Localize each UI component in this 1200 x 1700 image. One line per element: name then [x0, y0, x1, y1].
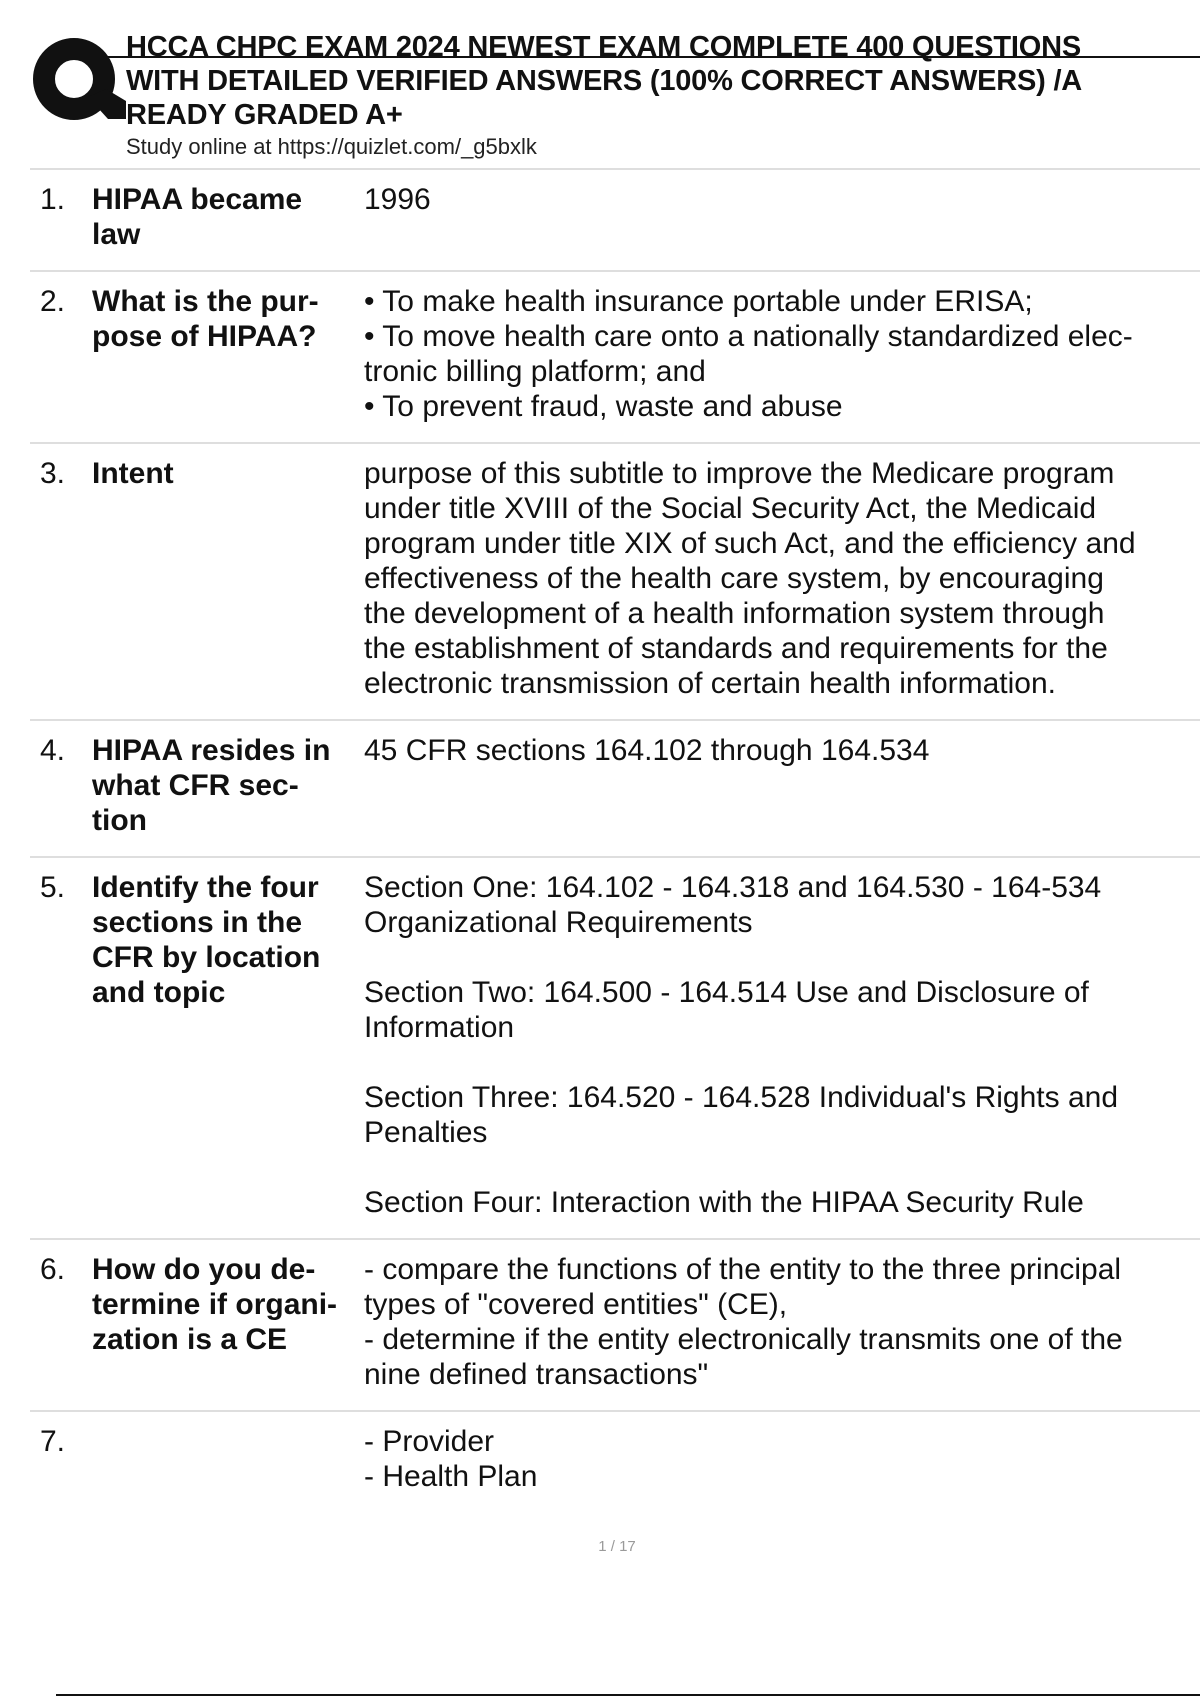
flashcard-term: Identify the four sections in the CFR by location and topic — [92, 871, 321, 1009]
flashcard-definition — [364, 733, 1200, 838]
flashcard-row — [30, 719, 1200, 856]
flashcard-list — [30, 168, 1200, 1512]
flashcard-definition — [364, 182, 1200, 252]
title-block — [126, 30, 1200, 160]
definition-paragraph: 1996 — [364, 183, 431, 216]
flashcard-number: 4. — [40, 734, 66, 767]
flashcard-row — [30, 1238, 1200, 1410]
page-number: 1 / 17 — [598, 1538, 636, 1555]
flashcard-number: 5. — [40, 871, 66, 904]
definition-paragraph: Section Three: 164.520 - 164.528 Individual's Rights and Penalties — [364, 1081, 1119, 1149]
flashcard-term: HIPAA resides in what CFR sec- tion — [92, 734, 331, 837]
flashcard-number: 3. — [40, 457, 66, 490]
flashcard-number: 6. — [40, 1253, 66, 1286]
definition-paragraph: purpose of this subtitle to improve the Medicare program under title XVIII of the Social Security Act, the Medicaid program under title XIX of such Act, and the efficiency and effectiveness of the health care system, by encouraging the development of a health information system through the establishment of standards and requirements for the electronic transmission of certain health information. — [364, 457, 1136, 700]
definition-paragraph: Section One: 164.102 - 164.318 and 164.530 - 164-534 Organizational Requirements — [364, 871, 1102, 939]
flashcard-row — [30, 856, 1200, 1238]
definition-paragraph: - Provider - Health Plan — [364, 1425, 538, 1493]
flashcard-definition — [364, 284, 1200, 424]
flashcard-term: HIPAA became law — [92, 183, 303, 251]
flashcard-row — [30, 1410, 1200, 1512]
flashcard-term: What is the pur- pose of HIPAA? — [92, 285, 319, 353]
definition-paragraph: - compare the functions of the entity to the three principal types of "covered entities" (CE), - determine if the entity electronically transmits one of the nine defined transactions" — [364, 1253, 1123, 1391]
flashcard-number: 2. — [40, 285, 66, 318]
quizlet-q-logo-icon — [30, 35, 140, 145]
definition-paragraph: Section Four: Interaction with the HIPAA Security Rule — [364, 1186, 1084, 1219]
flashcard-term — [92, 1424, 364, 1494]
flashcard-term: Intent — [92, 457, 174, 490]
definition-paragraph: Section Two: 164.500 - 164.514 Use and Disclosure of Information — [364, 976, 1089, 1044]
definition-paragraph: 45 CFR sections 164.102 through 164.534 — [364, 734, 930, 767]
document-header — [30, 30, 1200, 170]
flashcard-row — [30, 270, 1200, 442]
study-link-text: Study online at https://quizlet.com/_g5bxlk — [126, 134, 537, 159]
flashcard-definition — [364, 1252, 1200, 1392]
definition-paragraph: • To make health insurance portable under ERISA; • To move health care onto a nationally standardized elec- tronic billing platform; and • To prevent fraud, waste and abuse — [364, 285, 1133, 423]
footer-rule — [56, 1694, 1200, 1696]
document-title: HCCA CHPC EXAM 2024 NEWEST EXAM COMPLETE 400 QUESTIONS WITH DETAILED VERIFIED ANSWERS (100% CORRECT ANSWERS) /A READY GRADED A+ — [126, 31, 1083, 131]
flashcard-term: How do you de- termine if organi- zation is a CE — [92, 1253, 338, 1356]
flashcard-number: 1. — [40, 183, 66, 216]
flashcard-definition — [364, 1424, 1200, 1494]
flashcard-row — [30, 168, 1200, 270]
flashcard-number: 7. — [40, 1425, 66, 1458]
flashcard-row — [30, 442, 1200, 719]
flashcard-definition — [364, 870, 1200, 1220]
flashcard-definition — [364, 456, 1200, 701]
